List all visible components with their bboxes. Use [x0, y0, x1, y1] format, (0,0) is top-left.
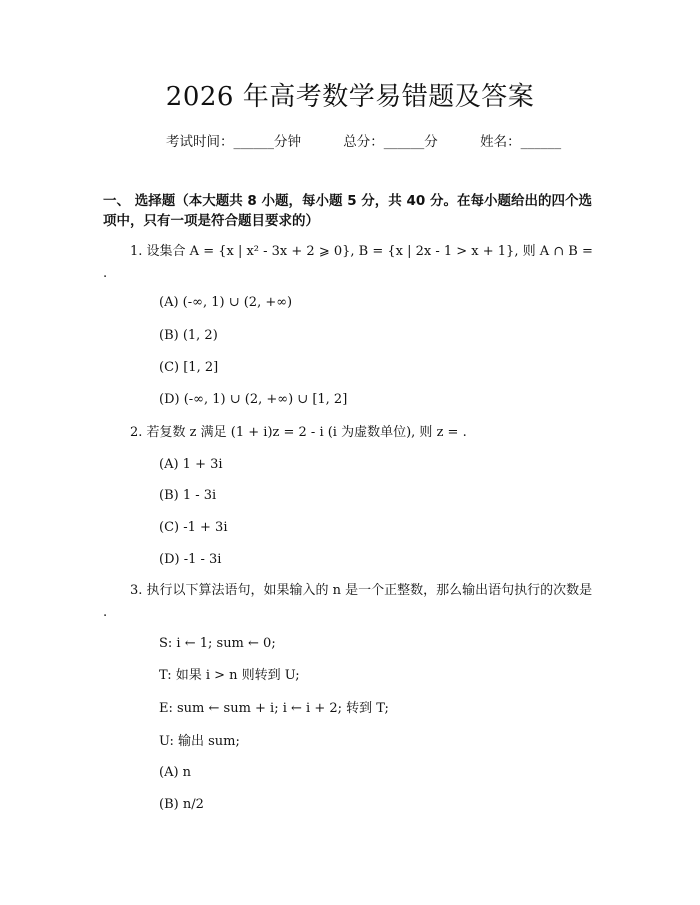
question-2-option-d: (D) -1 - 3i — [159, 552, 222, 567]
question-1-stem: 1. 设集合 A = {x | x² - 3x + 2 ⩾ 0}, B = {x | 2x - 1 > x + 1}, 则 A ∩ B = . — [103, 244, 593, 281]
exam-meta — [166, 130, 561, 150]
exam-time-field: 考试时间：______分钟 — [166, 134, 301, 150]
question-3-stem: 3. 执行以下算法语句，如果输入的 n 是一个正整数，那么输出语句执行的次数是 . — [103, 583, 593, 620]
question-1-option-c: (C) [1, 2] — [159, 360, 219, 375]
page-title: 2026 年高考数学易错题及答案 — [165, 82, 535, 112]
question-3-option-a: (A) n — [159, 765, 192, 780]
student-name-field: 姓名：______ — [480, 134, 562, 150]
question-1-option-a: (A) (-∞, 1) ∪ (2, +∞) — [159, 295, 293, 310]
question-3-option-b: (B) n/2 — [159, 797, 204, 812]
question-2-option-a: (A) 1 + 3i — [159, 457, 223, 472]
question-3-code-line-1: S: i ← 1; sum ← 0; — [159, 636, 276, 651]
question-2-option-b: (B) 1 - 3i — [159, 488, 217, 503]
question-3-code-line-4: U: 输出 sum; — [159, 734, 240, 749]
question-3-code-line-2: T: 如果 i > n 则转到 U; — [159, 668, 300, 683]
section-heading: 一、 选择题（本大题共 8 小题，每小题 5 分，共 40 分。在每小题给出的四个选项中，只有一项是符合题目要求的） — [103, 193, 592, 229]
question-3-code-line-3: E: sum ← sum + i; i ← i + 2; 转到 T; — [159, 701, 389, 716]
question-1-option-d: (D) (-∞, 1) ∪ (2, +∞) ∪ [1, 2] — [159, 392, 348, 407]
question-1-option-b: (B) (1, 2) — [159, 328, 218, 343]
question-2-option-c: (C) -1 + 3i — [159, 520, 228, 535]
total-score-field: 总分：______分 — [343, 134, 438, 150]
question-2-stem: 2. 若复数 z 满足 (1 + i)z = 2 - i (i 为虚数单位), 则 z = . — [130, 425, 467, 440]
